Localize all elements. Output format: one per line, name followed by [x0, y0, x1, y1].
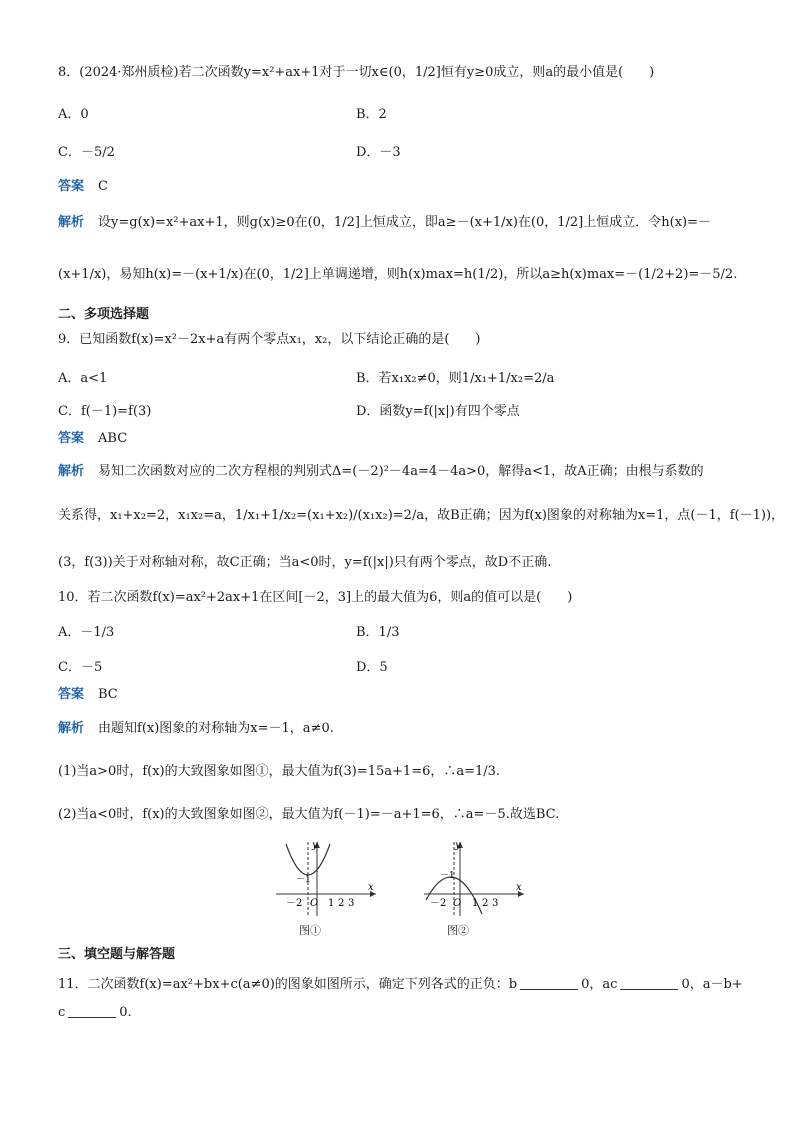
- origin-label: O: [310, 898, 319, 909]
- answer-label: 答案: [58, 179, 85, 194]
- section-heading-fill-in: 三、填空题与解答题: [58, 947, 176, 962]
- q10-option-b: B．1/3: [356, 625, 400, 640]
- q10-option-d: D．5: [356, 660, 388, 675]
- q10-analysis-line-2: (1)当a>0时，f(x)的大致图象如图①，最大值为f(3)=15a+1=6，∴a=1/3.: [58, 764, 501, 779]
- analysis-label: 解析: [58, 721, 85, 736]
- q11-stem-line-2: c 0.: [58, 1005, 132, 1020]
- tick-label-1: 1: [328, 898, 335, 909]
- q10-analysis-line-1: 解析 由题知f(x)图象的对称轴为x=－1，a≠0.: [58, 721, 334, 736]
- origin-label: O: [453, 898, 462, 909]
- q9-option-c: C．f(－1)=f(3): [58, 404, 152, 419]
- tick-label-3: 3: [348, 898, 355, 909]
- q9-answer-row: [58, 430, 127, 448]
- q9-analysis-line-1: 解析 易知二次函数对应的二次方程根的判别式Δ=(－2)²－4a=4－4a>0，解得a<1，故A正确；由根与系数的: [58, 464, 704, 479]
- y-axis-label: y: [455, 840, 461, 851]
- q10-option-c: C．－5: [58, 660, 103, 675]
- figure-2-parabola-down: [420, 838, 530, 920]
- tick-label-3: 3: [492, 898, 499, 909]
- q8-analysis-line-2: (x+1/x)，易知h(x)=－(x+1/x)在(0，1/2]上单调递增，则h(x)max=h(1/2)，所以a≥h(x)max=－(1/2+2)=－5/2.: [58, 267, 738, 282]
- tick-label-neg2: －2: [430, 898, 447, 909]
- tick-label-neg2: －2: [286, 898, 303, 909]
- q10-analysis-line-3: (2)当a<0时，f(x)的大致图象如图②，最大值为f(－1)=－a+1=6，∴a=－5.故选BC.: [58, 807, 560, 822]
- q9-option-a: A．a<1: [58, 371, 108, 386]
- q8-answer: C: [98, 179, 108, 194]
- analysis-label: 解析: [58, 464, 85, 479]
- x-axis-label: x: [368, 882, 374, 893]
- tick-label-neg1: －1: [440, 871, 455, 881]
- answer-label: 答案: [58, 431, 85, 446]
- answer-blank-a-b-c[interactable]: [68, 1003, 116, 1018]
- y-axis-label: y: [312, 840, 318, 851]
- answer-blank-ac[interactable]: [620, 975, 678, 990]
- q9-option-b: B．若x₁x₂≠0，则1/x₁+1/x₂=2/a: [356, 371, 555, 386]
- section-heading-multiple-choice: 二、多项选择题: [58, 307, 150, 322]
- q8-option-c: C．－5/2: [58, 145, 115, 160]
- tick-label-1: 1: [472, 898, 479, 909]
- q8-analysis-line-1: 解析 设y=g(x)=x²+ax+1，则g(x)≥0在(0，1/2]上恒成立，即a≥－(x+1/x)在(0，1/2]上恒成立．令h(x)=－: [58, 215, 711, 230]
- q8-option-b: B．2: [356, 107, 387, 122]
- q8-option-a: A．0: [58, 107, 89, 122]
- figure-2-caption: 图②: [447, 924, 469, 937]
- tick-label-neg1: －1: [296, 875, 311, 885]
- q11-stem-line-1: 11．二次函数f(x)=ax²+bx+c(a≠0)的图象如图所示，确定下列各式的正负：b 0，ac 0，a－b+: [58, 977, 743, 992]
- figure-1-caption: 图①: [299, 924, 321, 937]
- analysis-label: 解析: [58, 215, 85, 230]
- q10-answer: BC: [98, 687, 118, 702]
- tick-label-2: 2: [482, 898, 489, 909]
- q9-analysis-line-3: (3，f(3))关于对称轴对称，故C正确；当a<0时，y=f(|x|)只有两个零点，故D不正确.: [58, 555, 552, 570]
- q9-answer: ABC: [98, 431, 128, 446]
- q10-stem: 10．若二次函数f(x)=ax²+2ax+1在区间[－2，3]上的最大值为6，则a的值可以是( ): [58, 590, 573, 605]
- answer-blank-b[interactable]: [520, 975, 578, 990]
- q9-stem: 9．已知函数f(x)=x²－2x+a有两个零点x₁，x₂，以下结论正确的是( ): [58, 332, 481, 347]
- q10-answer-row: [58, 686, 118, 704]
- q10-option-a: A．－1/3: [58, 625, 115, 640]
- figure-1-parabola-up: [272, 838, 382, 920]
- q9-option-d: D．函数y=f(|x|)有四个零点: [356, 404, 520, 419]
- q8-option-d: D．－3: [356, 145, 401, 160]
- tick-label-2: 2: [338, 898, 345, 909]
- q8-stem: 8．(2024·郑州质检)若二次函数y=x²+ax+1对于一切x∈(0，1/2]恒有y≥0成立，则a的最小值是( ): [58, 65, 655, 80]
- q9-analysis-line-2: 关系得，x₁+x₂=2，x₁x₂=a，1/x₁+1/x₂=(x₁+x₂)/(x₁x₂)=2/a，故B正确；因为f(x)图象的对称轴为x=1，点(－1，f(－1))，: [58, 508, 785, 523]
- q8-answer-row: [58, 178, 108, 196]
- answer-label: 答案: [58, 687, 85, 702]
- x-axis-label: x: [516, 882, 522, 893]
